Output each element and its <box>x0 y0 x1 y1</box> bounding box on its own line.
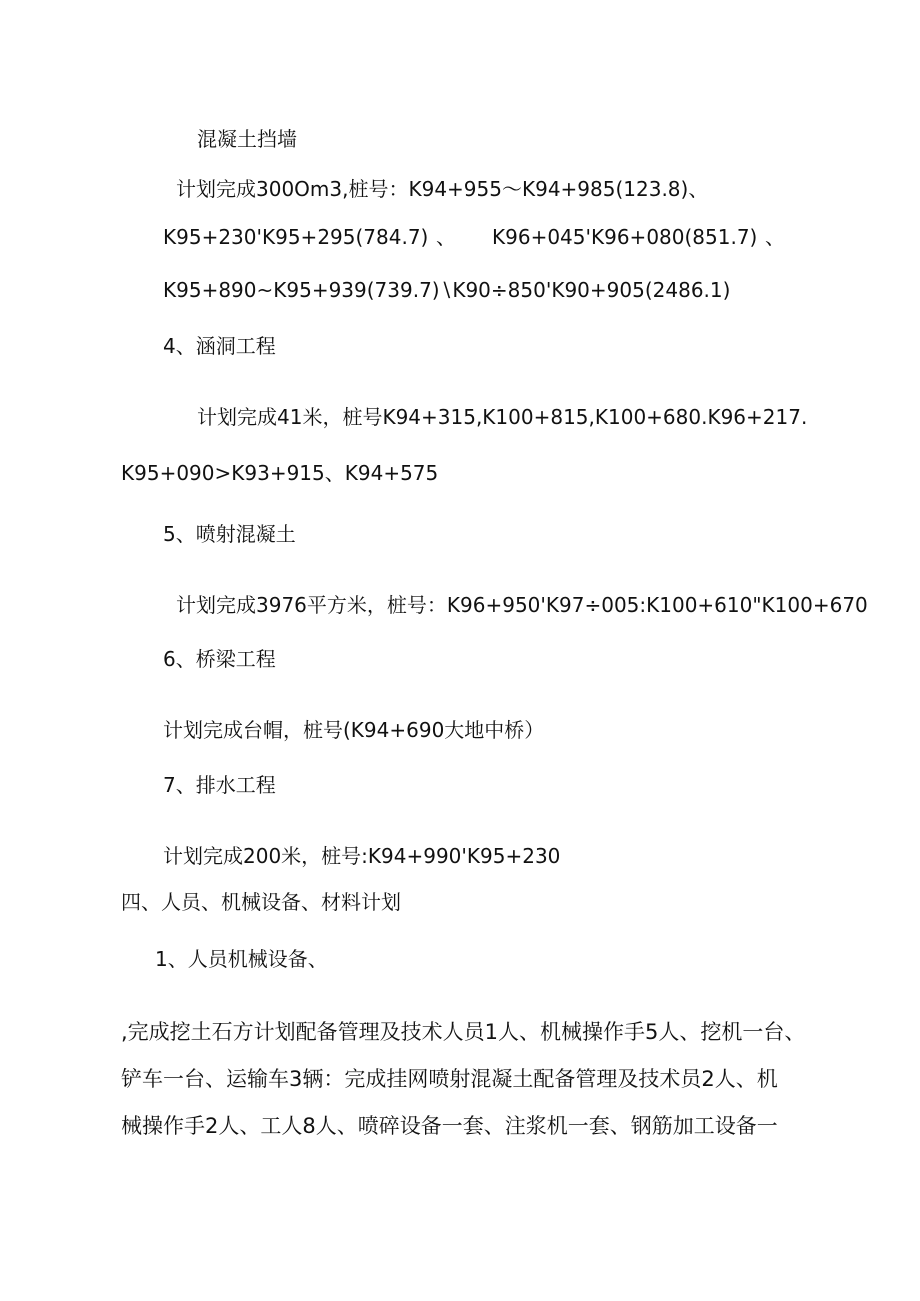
personnel-paragraph-line-2: 铲车一台、运输车3辆：完成挂网喷射混凝土配备管理及技术员2人、机 <box>121 1067 778 1091</box>
retaining-wall-plan: 计划完成300Om3,桩号：K94+955～K94+985(123.8)、 <box>176 177 709 201</box>
separator-2: 、 <box>765 225 785 249</box>
retaining-wall-seg-b: K96+045'K96+080(851.7) <box>492 225 758 249</box>
culvert-plan-continued: K95+090>K93+915、K94+575 <box>121 461 439 485</box>
section-four-title: 四、人员、机械设备、材料计划 <box>121 890 401 914</box>
bridge-title: 6、桥梁工程 <box>163 647 276 671</box>
shotcrete-plan: 计划完成3976平方米，桩号：K96+950'K97÷005:K100+610"K100+670 <box>176 593 868 617</box>
separator-1: 、 <box>436 225 456 249</box>
shotcrete-title: 5、喷射混凝土 <box>163 522 296 546</box>
retaining-wall-seg-a: K95+230'K95+295(784.7) <box>163 225 429 249</box>
personnel-paragraph-line-3: 械操作手2人、工人8人、喷碎设备一套、注浆机一套、钢筋加工设备一 <box>121 1114 778 1138</box>
culvert-title: 4、涵洞工程 <box>163 334 276 358</box>
personnel-subtitle: 1、人员机械设备、 <box>155 947 328 971</box>
bridge-plan: 计划完成台帽，桩号(K94+690大地中桥） <box>163 718 545 742</box>
culvert-plan: 计划完成41米，桩号K94+315,K100+815,K100+680.K96+217. <box>197 405 808 429</box>
personnel-paragraph-line-1: ,完成挖土石方计划配备管理及技术人员1人、机械操作手5人、挖机一台、 <box>121 1020 806 1044</box>
retaining-wall-title: 混凝土挡墙 <box>197 127 297 151</box>
retaining-wall-seg-c: K95+890~K95+939(739.7)∖K90÷850'K90+905(2486.1) <box>163 278 731 302</box>
drainage-plan: 计划完成200米，桩号:K94+990'K95+230 <box>163 844 561 868</box>
drainage-title: 7、排水工程 <box>163 773 276 797</box>
